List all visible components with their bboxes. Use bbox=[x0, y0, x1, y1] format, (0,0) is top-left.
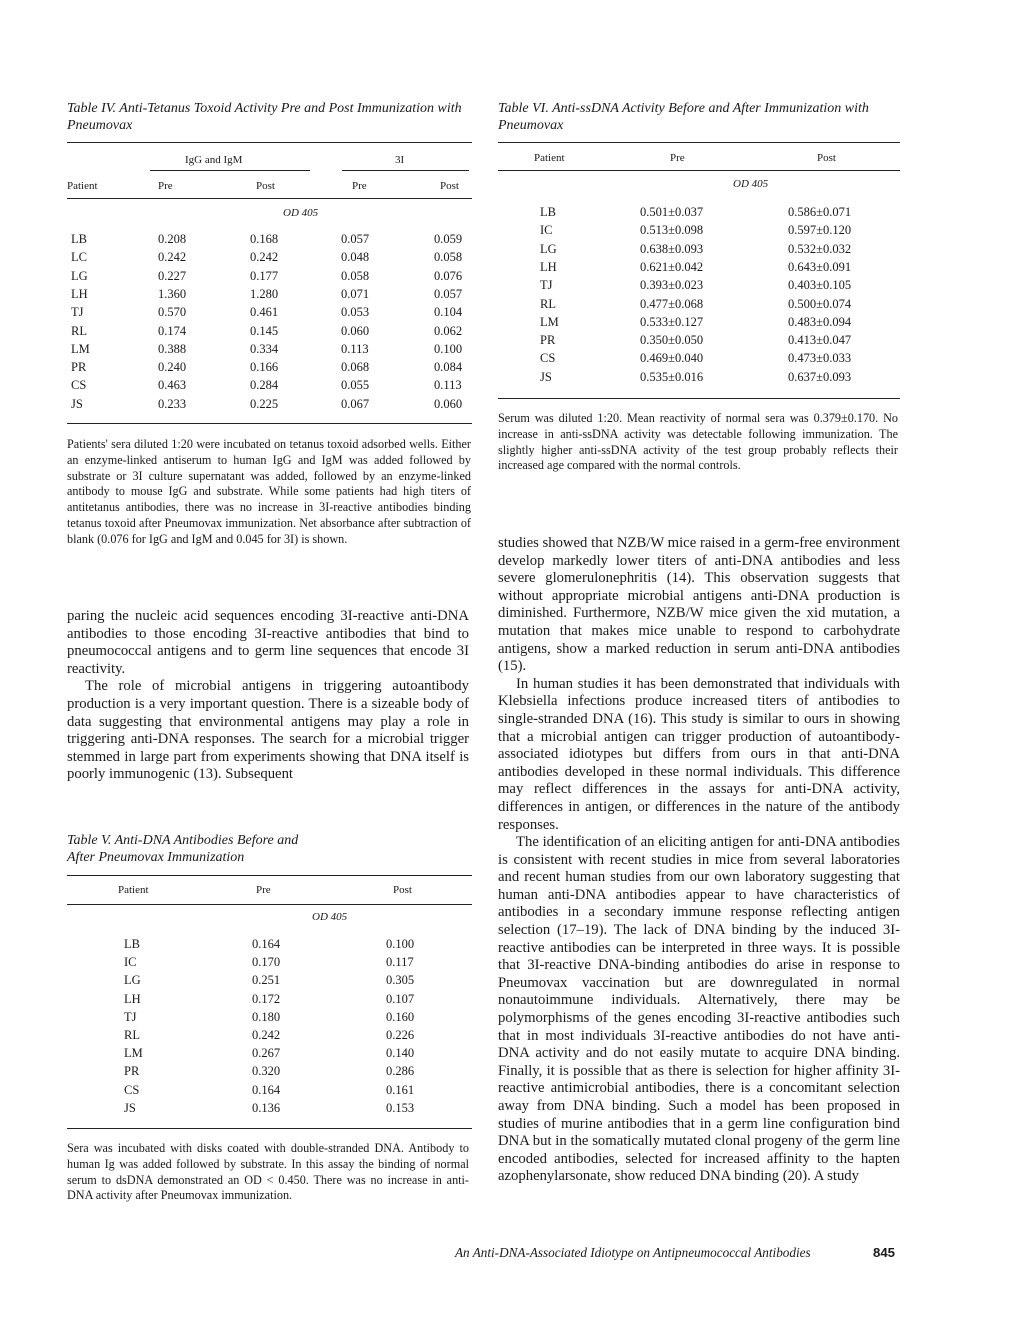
table6-header-post: Post bbox=[817, 152, 836, 164]
table5-row-value: 0.242 bbox=[252, 1028, 281, 1042]
table4-row-value: 0.057 bbox=[341, 232, 370, 246]
table5-row-value: 0.164 bbox=[252, 1082, 281, 1097]
table6-row-value: 0.621±0.042 bbox=[640, 259, 704, 274]
table5-row-patient: CS bbox=[124, 1082, 140, 1097]
table6-row-patient: LM bbox=[540, 314, 559, 329]
table4-header-patient: Patient bbox=[67, 180, 98, 192]
table6-row-patient: RL bbox=[540, 296, 556, 311]
table4-row-value: 0.113 bbox=[434, 378, 462, 393]
table6-unit: OD 405 bbox=[733, 178, 769, 190]
table4-row-value: 0.225 bbox=[250, 396, 279, 411]
table4-row-value: 0.208 bbox=[158, 232, 187, 246]
left-paragraph-1: paring the nucleic acid sequences encoding 3I-reactive anti-DNA antibodies to those encoding 3I-reactive antibodies that bind to pneumococcal antigens and to germ line sequences that encode 3I reactivity. bbox=[67, 608, 469, 677]
table4-header-rule bbox=[67, 198, 472, 199]
table6-row-value: 0.350±0.050 bbox=[640, 333, 704, 348]
table6-header-pre: Pre bbox=[670, 152, 685, 164]
table4-row-value: 0.168 bbox=[250, 232, 279, 246]
table4-header-pre1: Pre bbox=[158, 180, 173, 192]
table6-row-patient: LB bbox=[540, 205, 556, 219]
table4-unit: OD 405 bbox=[283, 207, 319, 219]
table6-row-value: 0.403±0.105 bbox=[788, 278, 852, 293]
table4-row-value: 0.104 bbox=[434, 305, 463, 320]
right-paragraph-3: The identification of an eliciting antigen for anti-DNA antibodies is consistent with recent studies in mice from several laboratories and recent human studies from our own laboratory suggesting that human anti-DNA antibodies appear to have characteristics of antibodies in a secondary immune response reflecting antigen selection (17–19). The lack of DNA binding by the induced 3I-reactive antibodies can be interpreted in three ways. It is possible that 3I-reactive DNA-binding antibodies do arise in response to Pneumovax vaccination but are downregulated in normal nonautoimmune individuals. Alternatively, there may be polymorphisms of the genes encoding 3I-reactive antibodies such that in most individuals 3I-reactive antibodies do not have anti-DNA activity and do not easily mutate to acquire DNA binding. Finally, it is possible that as there is selection for higher affinity 3I-reactive antimicrobial antibodies, there is a concomitant selection away from DNA binding. Such a model has been proposed in studies of murine antibodies that in a germ line configuration bind DNA but in the somatically mutated clonal progeny of the germ line encoded antibodies, selected for increased affinity to the hapten azophenylarsonate, show reduced DNA binding (20). A study bbox=[498, 834, 900, 1185]
table5-header-pre: Pre bbox=[256, 884, 271, 896]
table4-row-value: 0.062 bbox=[434, 323, 463, 338]
table5-header-rule bbox=[67, 904, 472, 905]
table4-row-patient: TJ bbox=[71, 305, 84, 320]
table6-caption: Table VI. Anti-ssDNA Activity Before and After Immunization with Pneumovax bbox=[498, 101, 869, 133]
table5-row-value: 0.286 bbox=[386, 1064, 415, 1079]
table5-row-patient: IC bbox=[124, 955, 137, 970]
table5-row-patient: PR bbox=[124, 1064, 140, 1079]
table6-top-rule bbox=[498, 142, 900, 143]
table6-header-rule bbox=[498, 170, 900, 171]
table4-row-value: 0.177 bbox=[250, 268, 279, 283]
table4-row-value: 0.166 bbox=[250, 360, 279, 375]
table5-row-value: 0.136 bbox=[252, 1100, 281, 1115]
table4-row-value: 0.060 bbox=[434, 396, 463, 411]
table4-row-value: 0.174 bbox=[158, 323, 187, 338]
table6-row-value: 0.513±0.098 bbox=[640, 223, 704, 238]
table5-row-value: 0.117 bbox=[386, 955, 414, 970]
table4-header-pre2: Pre bbox=[352, 180, 367, 192]
table6-row-patient: JS bbox=[540, 369, 552, 384]
table4-row-value: 0.145 bbox=[250, 323, 279, 338]
table4-row-value: 0.048 bbox=[341, 250, 370, 265]
table6-row-value: 0.501±0.037 bbox=[640, 205, 704, 219]
table6-header-patient: Patient bbox=[534, 152, 565, 164]
table6-row-value: 0.532±0.032 bbox=[788, 241, 852, 256]
table4-top-rule bbox=[67, 142, 472, 143]
table4-row-value: 0.240 bbox=[158, 360, 187, 375]
table4-row-value: 0.227 bbox=[158, 268, 187, 283]
table4-row-patient: LM bbox=[71, 341, 90, 356]
table5-row-value: 0.160 bbox=[386, 1009, 415, 1024]
table4-row-value: 0.100 bbox=[434, 341, 463, 356]
table4-row-value: 0.084 bbox=[434, 360, 463, 375]
table5-row-value: 0.164 bbox=[252, 937, 281, 951]
table4-row-value: 0.242 bbox=[250, 250, 279, 265]
table5-row-value: 0.107 bbox=[386, 991, 415, 1006]
table4-row-value: 0.284 bbox=[250, 378, 279, 393]
table4-row-patient: CS bbox=[71, 378, 87, 393]
table4-row-value: 0.233 bbox=[158, 396, 187, 411]
table5-row-value: 0.180 bbox=[252, 1009, 281, 1024]
table4-row-patient: JS bbox=[71, 396, 83, 411]
table5-unit: OD 405 bbox=[312, 911, 348, 923]
table5-row-patient: LM bbox=[124, 1046, 143, 1061]
table4-row-value: 0.334 bbox=[250, 341, 279, 356]
table4-group2-label: 3I bbox=[395, 154, 405, 166]
table6-note: Serum was diluted 1:20. Mean reactivity of normal sera was 0.379±0.170. No increase in anti-ssDNA activity was detectable following immunization. The slightly higher anti-ssDNA activity of the test group probably reflects their increased age compared with the normal controls. bbox=[498, 411, 898, 473]
table4-row-patient: LB bbox=[71, 232, 87, 246]
table6-row-value: 0.477±0.068 bbox=[640, 296, 704, 311]
table5-row-value: 0.100 bbox=[386, 937, 415, 951]
table5-row-value: 0.140 bbox=[386, 1046, 415, 1061]
table4-caption: Table IV. Anti-Tetanus Toxoid Activity Pre and Post Immunization with Pneumovax bbox=[67, 101, 462, 133]
table6-row-patient: LH bbox=[540, 259, 557, 274]
table4-row-patient: LG bbox=[71, 268, 88, 283]
table4-group2-rule bbox=[342, 170, 469, 171]
page-number: 845 bbox=[873, 1245, 896, 1260]
table4-row-value: 0.071 bbox=[341, 286, 370, 301]
table5-row-value: 0.153 bbox=[386, 1100, 415, 1115]
table4-row-value: 0.058 bbox=[341, 268, 370, 283]
table4-note: Patients' sera diluted 1:20 were incubated on tetanus toxoid adsorbed wells. Either an enzyme-linked antiserum to human IgG and IgM was added followed by substrate or 3I culture supernatant was added, followed by an enzyme-linked antibody to mouse IgG and substrate. While some patients had high titers of antitetanus antibodies, there was no increase in 3I-reactive antibodies binding tetanus toxoid after Pneumovax immunization. Net absorbance after subtraction of blank (0.076 for IgG and IgM and 0.045 for 3I) is shown. bbox=[67, 437, 471, 546]
table4-row-value: 0.388 bbox=[158, 341, 187, 356]
table5-top-rule bbox=[67, 875, 472, 876]
table4-row-patient: LH bbox=[71, 286, 88, 301]
table6-row-patient: IC bbox=[540, 223, 553, 238]
table4-row-value: 0.570 bbox=[158, 305, 187, 320]
table5-row-value: 0.305 bbox=[386, 973, 415, 988]
table4-row-value: 0.053 bbox=[341, 305, 370, 320]
table6-row-value: 0.533±0.127 bbox=[640, 314, 704, 329]
table5-note: Sera was incubated with disks coated with double-stranded DNA. Antibody to human Ig was added followed by substrate. In this assay the binding of normal serum to dsDNA demonstrated an OD < 0.450. There was no increase in anti-DNA activity after Pneumovax immunization. bbox=[67, 1141, 469, 1203]
table5-row-patient: LB bbox=[124, 937, 140, 951]
right-body-text bbox=[498, 535, 900, 1186]
table4-row-value: 0.067 bbox=[341, 396, 370, 411]
table4-row-patient: LC bbox=[71, 250, 87, 265]
table6-row-value: 0.500±0.074 bbox=[788, 296, 852, 311]
table5-row-value: 0.226 bbox=[386, 1028, 415, 1042]
table5-row-patient: LH bbox=[124, 991, 141, 1006]
table6-row-value: 0.483±0.094 bbox=[788, 314, 852, 329]
table6-row-value: 0.586±0.071 bbox=[788, 205, 852, 219]
table5-row-patient: JS bbox=[124, 1100, 136, 1115]
left-paragraph-2: The role of microbial antigens in triggering autoantibody production is a very important question. There is a sizeable body of data suggesting that environmental antigens may play a role in triggering anti-DNA responses. The search for a microbial trigger stemmed in large part from experiments showing that DNA itself is poorly immunogenic (13). Subsequent bbox=[67, 678, 469, 783]
table5-row-value: 0.170 bbox=[252, 955, 281, 970]
table6-row-patient: TJ bbox=[540, 278, 553, 293]
table5-row-patient: LG bbox=[124, 973, 141, 988]
table6-row-patient: CS bbox=[540, 351, 556, 366]
table6-row-value: 0.535±0.016 bbox=[640, 369, 704, 384]
running-title: An Anti-DNA-Associated Idiotype on Antipneumococcal Antibodies bbox=[455, 1245, 811, 1260]
table4-row-patient: RL bbox=[71, 323, 87, 338]
table6-row-value: 0.643±0.091 bbox=[788, 259, 852, 274]
table5-row-value: 0.320 bbox=[252, 1064, 281, 1079]
table6-bottom-rule bbox=[498, 398, 900, 399]
table4-row-patient: PR bbox=[71, 360, 87, 375]
table4-row-value: 0.463 bbox=[158, 378, 187, 393]
table4-row-value: 0.068 bbox=[341, 360, 370, 375]
table6-row-patient: LG bbox=[540, 241, 557, 256]
table5-row-patient: TJ bbox=[124, 1009, 137, 1024]
table4-bottom-rule bbox=[67, 423, 472, 424]
table6-row-value: 0.473±0.033 bbox=[788, 351, 852, 366]
table5-bottom-rule bbox=[67, 1128, 472, 1129]
table5-header-post: Post bbox=[393, 884, 412, 896]
table4-group1-label: IgG and IgM bbox=[185, 154, 243, 166]
table6-row-value: 0.637±0.093 bbox=[788, 369, 852, 384]
left-body-text bbox=[67, 608, 469, 784]
table6-row-patient: PR bbox=[540, 333, 556, 348]
table5-header-patient: Patient bbox=[118, 884, 149, 896]
table4-row-value: 0.461 bbox=[250, 305, 279, 320]
table6-row-value: 0.413±0.047 bbox=[788, 333, 852, 348]
table6-row-value: 0.638±0.093 bbox=[640, 241, 704, 256]
right-paragraph-1: studies showed that NZB/W mice raised in a germ-free environment develop markedly lower titers of anti-DNA antibodies and less severe glomerulonephritis (14). This observation suggests that without appropriate microbial antigens anti-DNA production is diminished. Furthermore, NZB/W mice given the xid mutation, a mutation that makes mice unable to respond to carbohydrate antigens, show a marked reduction in serum anti-DNA antibodies (15). bbox=[498, 535, 900, 675]
table4-header-post1: Post bbox=[256, 180, 275, 192]
table4-row-value: 0.113 bbox=[341, 341, 369, 356]
table4-row-value: 0.058 bbox=[434, 250, 463, 265]
table6-row-value: 0.469±0.040 bbox=[640, 351, 704, 366]
table5-row-value: 0.251 bbox=[252, 973, 281, 988]
table4-row-value: 0.055 bbox=[341, 378, 370, 393]
table5-row-value: 0.267 bbox=[252, 1046, 281, 1061]
table4-row-value: 1.280 bbox=[250, 286, 279, 301]
table4-row-value: 0.076 bbox=[434, 268, 463, 283]
table5-row-value: 0.161 bbox=[386, 1082, 415, 1097]
table5-row-patient: RL bbox=[124, 1028, 140, 1042]
table6-row-value: 0.393±0.023 bbox=[640, 278, 704, 293]
table4-row-value: 0.242 bbox=[158, 250, 187, 265]
table4-row-value: 0.060 bbox=[341, 323, 370, 338]
table4-row-value: 0.057 bbox=[434, 286, 463, 301]
table4-row-value: 0.059 bbox=[434, 232, 463, 246]
table5-caption: Table V. Anti-DNA Antibodies Before and After Pneumovax Immunization bbox=[67, 833, 299, 865]
table6-row-value: 0.597±0.120 bbox=[788, 223, 852, 238]
table4-row-value: 1.360 bbox=[158, 286, 187, 301]
table5-row-value: 0.172 bbox=[252, 991, 281, 1006]
table4-group1-rule bbox=[150, 170, 310, 171]
right-paragraph-2: In human studies it has been demonstrated that individuals with Klebsiella infections produce increased titers of antibodies to single-stranded DNA (16). This study is similar to ours in showing that a microbial antigen can trigger production of autoantibody-associated idiotypes but differs from ours in that anti-DNA antibodies developed in these normal individuals. This difference may reflect differences in the assays for anti-DNA activity, differences in antigen, or differences in the nature of the antibody responses. bbox=[498, 675, 900, 833]
table4-header-post2: Post bbox=[440, 180, 459, 192]
